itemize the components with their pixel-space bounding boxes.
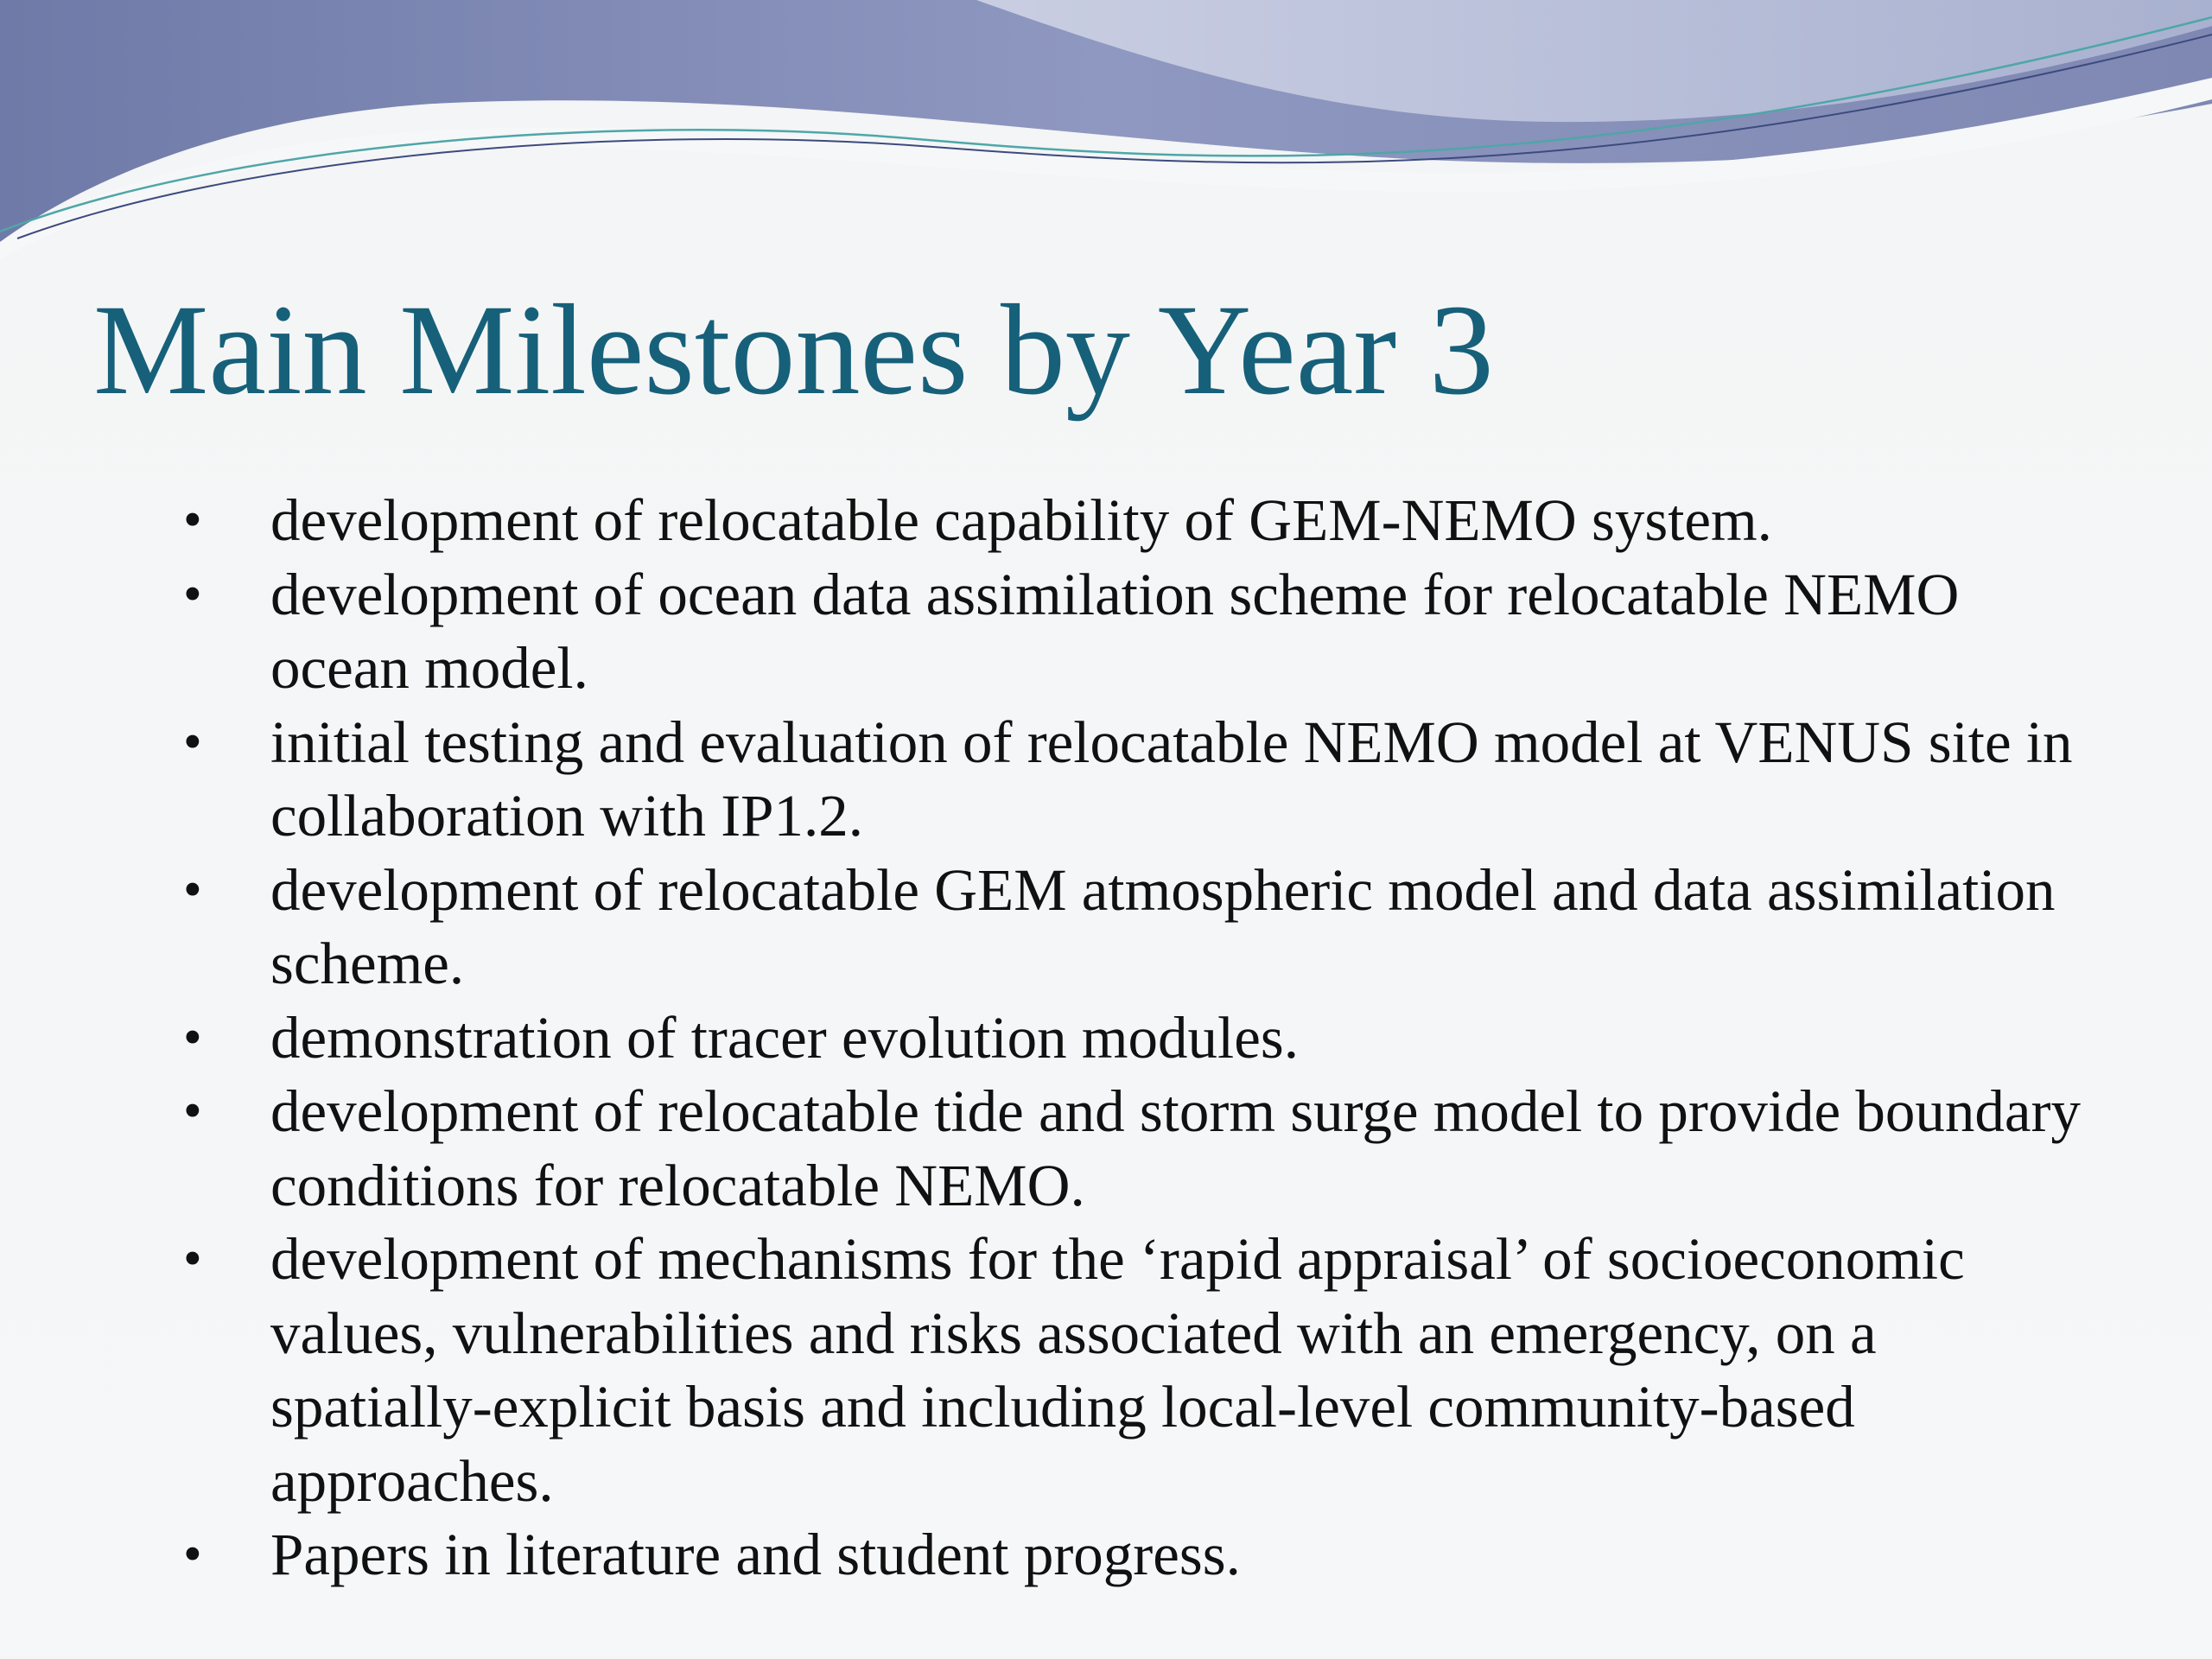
list-item-text: development of ocean data assimilation scheme for relocatable NEMO ocean model. (270, 561, 1960, 701)
list-item (0, 558, 2102, 706)
list-item (0, 1223, 2102, 1518)
bullet-icon: • (183, 1230, 202, 1288)
list-item-text: development of relocatable tide and storm surge model to provide boundary conditions for relocatable NEMO. (270, 1078, 2081, 1218)
bullet-icon: • (183, 1082, 202, 1141)
list-item-text: initial testing and evaluation of relocatable NEMO model at VENUS site in collaboration with IP1.2. (270, 709, 2073, 849)
list-item-text: development of mechanisms for the ‘rapid appraisal’ of socioeconomic values, vulnerabilities and risks associated with an emergency, on a spatially-explicit basis and including local-level community-based approaches. (270, 1226, 1965, 1514)
list-item-text: demonstration of tracer evolution modules. (270, 1004, 1299, 1071)
bullet-icon: • (183, 860, 202, 919)
bullet-icon: • (183, 712, 202, 772)
bullet-icon: • (183, 1007, 202, 1067)
slide-title: Main Milestones by Year 3 (93, 278, 1494, 422)
list-item (0, 1001, 2102, 1076)
bullet-icon: • (183, 564, 202, 624)
list-item (0, 1075, 2102, 1223)
list-item (0, 484, 2102, 558)
list-item (0, 1518, 2102, 1592)
list-item-text: development of relocatable GEM atmospheric model and data assimilation scheme. (270, 856, 2056, 996)
bullet-icon: • (183, 1525, 202, 1584)
list-item (0, 706, 2102, 854)
header-wave-decoration (0, 0, 2212, 259)
list-item (0, 854, 2102, 1001)
list-item-text: development of relocatable capability of GEM-NEMO system. (270, 487, 1772, 553)
milestones-list (0, 484, 2212, 1592)
list-item-text: Papers in literature and student progress. (270, 1522, 1241, 1587)
bullet-icon: • (183, 491, 202, 550)
